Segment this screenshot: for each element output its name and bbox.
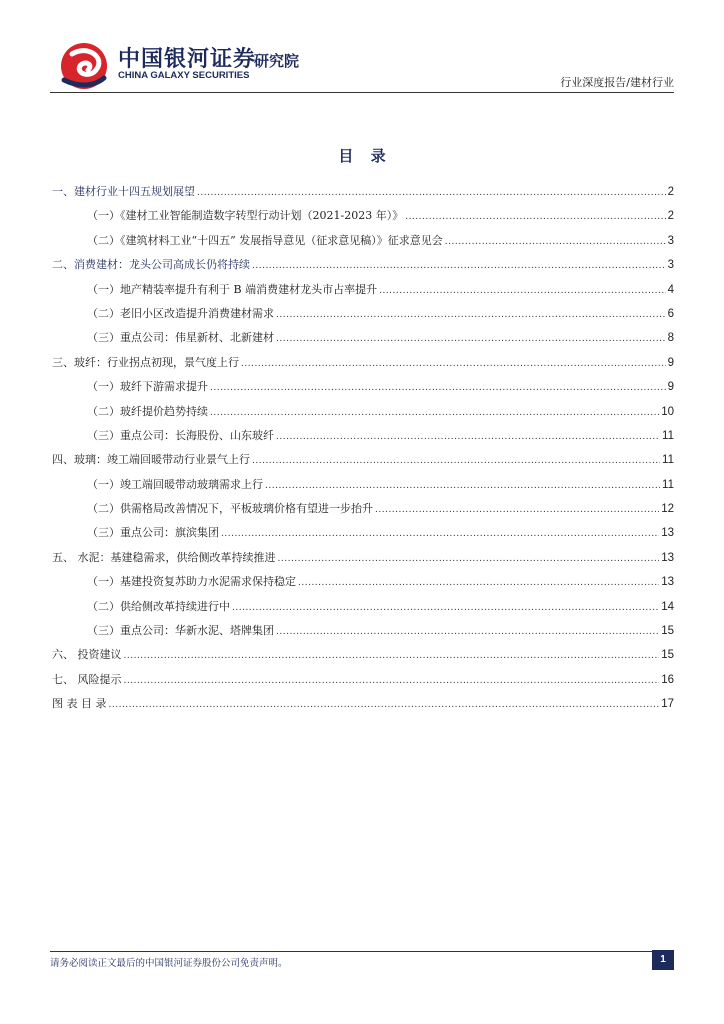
toc-entry[interactable] — [50, 351, 674, 375]
toc-entry-text: 六、 投资建议 — [52, 648, 122, 662]
toc-entry-page: 15 — [661, 625, 674, 638]
toc-entry[interactable] — [50, 375, 674, 399]
toc-entry-text: 一、建材行业十四五规划展望 — [52, 185, 195, 198]
toc-entry-text: （一）《建材工业智能制造数字转型行动计划（2021-2023 年）》 — [87, 209, 404, 223]
toc-entry-page: 17 — [661, 698, 674, 711]
toc-dot-leader — [445, 230, 666, 254]
toc-entry-page: 11 — [662, 478, 674, 491]
toc-entry[interactable] — [50, 253, 674, 277]
toc-entry-page: 9 — [667, 381, 674, 394]
toc-entry-page: 8 — [667, 332, 674, 345]
toc-entry[interactable] — [50, 180, 674, 204]
toc-entry[interactable] — [50, 326, 674, 350]
toc-entry-text: （二）《建筑材料工业“十四五” 发展指导意见（征求意见稿）》征求意见会 — [87, 233, 443, 247]
toc-entry-text: 三、玻纤：行业拐点初现，景气度上行 — [52, 355, 239, 369]
toc-entry-text: （三）重点公司：伟星新材、北新建材 — [87, 331, 274, 345]
brand-name-en: CHINA GALAXY SECURITIES — [118, 70, 250, 81]
toc-entry[interactable] — [50, 229, 674, 253]
toc-entry-text: （三）重点公司：长海股份、山东玻纤 — [87, 428, 274, 442]
toc-entry-text: 四、玻璃：竣工端回暖带动行业景气上行 — [52, 453, 250, 467]
toc-entry-page: 13 — [661, 527, 674, 540]
research-institute-label: 研究院 — [254, 52, 300, 70]
toc-entry-page: 3 — [667, 259, 674, 272]
report-type: 行业深度报告/建材行业 — [560, 76, 674, 89]
toc-entry-page: 4 — [667, 283, 674, 296]
toc-entry-text: 五、 水泥：基建稳需求，供给侧改革持续推进 — [52, 550, 276, 564]
toc-dot-leader — [124, 644, 660, 668]
toc-entry-text: （二）供需格局改善情况下，平板玻璃价格有望进一步抬升 — [87, 502, 373, 516]
toc-entry-page: 3 — [667, 234, 674, 247]
toc-entry[interactable] — [50, 570, 674, 594]
toc-entry[interactable] — [50, 473, 674, 497]
toc-entry-page: 6 — [667, 307, 674, 320]
toc-entry[interactable] — [50, 278, 674, 302]
toc-title: 目 录 — [338, 147, 386, 165]
toc-entry-page: 11 — [662, 454, 674, 467]
brand-name-cn: 中国银河证券 — [118, 47, 257, 72]
toc-entry-page: 2 — [667, 186, 674, 198]
toc-entry[interactable] — [50, 497, 674, 521]
toc-dot-leader — [241, 352, 666, 376]
toc-dot-leader — [379, 279, 666, 303]
toc-entry-text: （一）玻纤下游需求提升 — [87, 380, 208, 394]
toc-entry-text: （一）基建投资复苏助力水泥需求保持稳定 — [87, 575, 296, 589]
toc-entry[interactable] — [50, 400, 674, 424]
toc-entry-text: （二）供给侧改革持续进行中 — [87, 599, 230, 613]
toc-entry-page: 11 — [662, 429, 674, 442]
toc-dot-leader — [276, 620, 659, 644]
toc-entry-text: （三）重点公司：华新水泥、塔牌集团 — [87, 624, 274, 638]
toc-entry[interactable] — [50, 424, 674, 448]
header-divider — [50, 92, 674, 93]
toc-entry-page: 16 — [661, 673, 674, 686]
toc-entry-text: （一）竣工端回暖带动玻璃需求上行 — [87, 477, 263, 491]
toc-dot-leader — [252, 254, 666, 278]
toc-dot-leader — [109, 693, 660, 717]
toc-dot-leader — [265, 474, 660, 498]
toc-entry-text: 七、 风险提示 — [52, 672, 122, 686]
toc-entry-text: （三）重点公司：旗滨集团 — [87, 526, 219, 540]
toc-entry-text: 图 表 目 录 — [52, 697, 107, 711]
toc-dot-leader — [232, 596, 659, 620]
toc-entry[interactable] — [50, 448, 674, 472]
toc-dot-leader — [210, 376, 666, 400]
toc-entry[interactable] — [50, 643, 674, 667]
toc-entry[interactable] — [50, 302, 674, 326]
toc-entry-page: 10 — [661, 405, 674, 418]
toc-entry-text: 二、消费建材：龙头公司高成长仍将持续 — [52, 258, 250, 272]
toc-dot-leader — [197, 181, 666, 205]
toc-dot-leader — [276, 327, 666, 351]
toc-entry[interactable] — [50, 619, 674, 643]
table-of-contents — [50, 180, 674, 717]
footer-divider — [50, 951, 674, 952]
toc-dot-leader — [298, 571, 659, 595]
toc-dot-leader — [221, 522, 659, 546]
toc-entry-page: 13 — [661, 576, 674, 589]
toc-dot-leader — [276, 425, 660, 449]
toc-dot-leader — [278, 547, 660, 571]
toc-dot-leader — [276, 303, 666, 327]
toc-dot-leader — [252, 449, 660, 473]
toc-entry-text: （一）地产精装率提升有利于 B 端消费建材龙头市占率提升 — [87, 282, 378, 296]
toc-entry-text: （二）玻纤提价趋势持续 — [87, 404, 208, 418]
toc-entry[interactable] — [50, 546, 674, 570]
toc-entry[interactable] — [50, 692, 674, 716]
disclaimer: 请务必阅读正文最后的中国银河证券股份公司免责声明。 — [50, 958, 288, 969]
page-number: 1 — [652, 950, 674, 970]
galaxy-logo-icon — [58, 40, 110, 92]
toc-entry-page: 13 — [661, 551, 674, 564]
toc-dot-leader — [124, 669, 660, 693]
toc-dot-leader — [375, 498, 659, 522]
toc-entry[interactable] — [50, 521, 674, 545]
toc-entry-page: 9 — [667, 356, 674, 369]
toc-dot-leader — [210, 401, 659, 425]
company-logo — [38, 36, 328, 96]
toc-entry[interactable] — [50, 204, 674, 228]
toc-entry[interactable] — [50, 668, 674, 692]
toc-entry-page: 2 — [667, 210, 674, 223]
toc-entry-text: （二）老旧小区改造提升消费建材需求 — [87, 306, 274, 320]
toc-dot-leader — [405, 205, 665, 229]
toc-entry[interactable] — [50, 595, 674, 619]
toc-entry-page: 15 — [661, 649, 674, 662]
toc-entry-page: 12 — [661, 503, 674, 516]
toc-entry-page: 14 — [661, 600, 674, 613]
